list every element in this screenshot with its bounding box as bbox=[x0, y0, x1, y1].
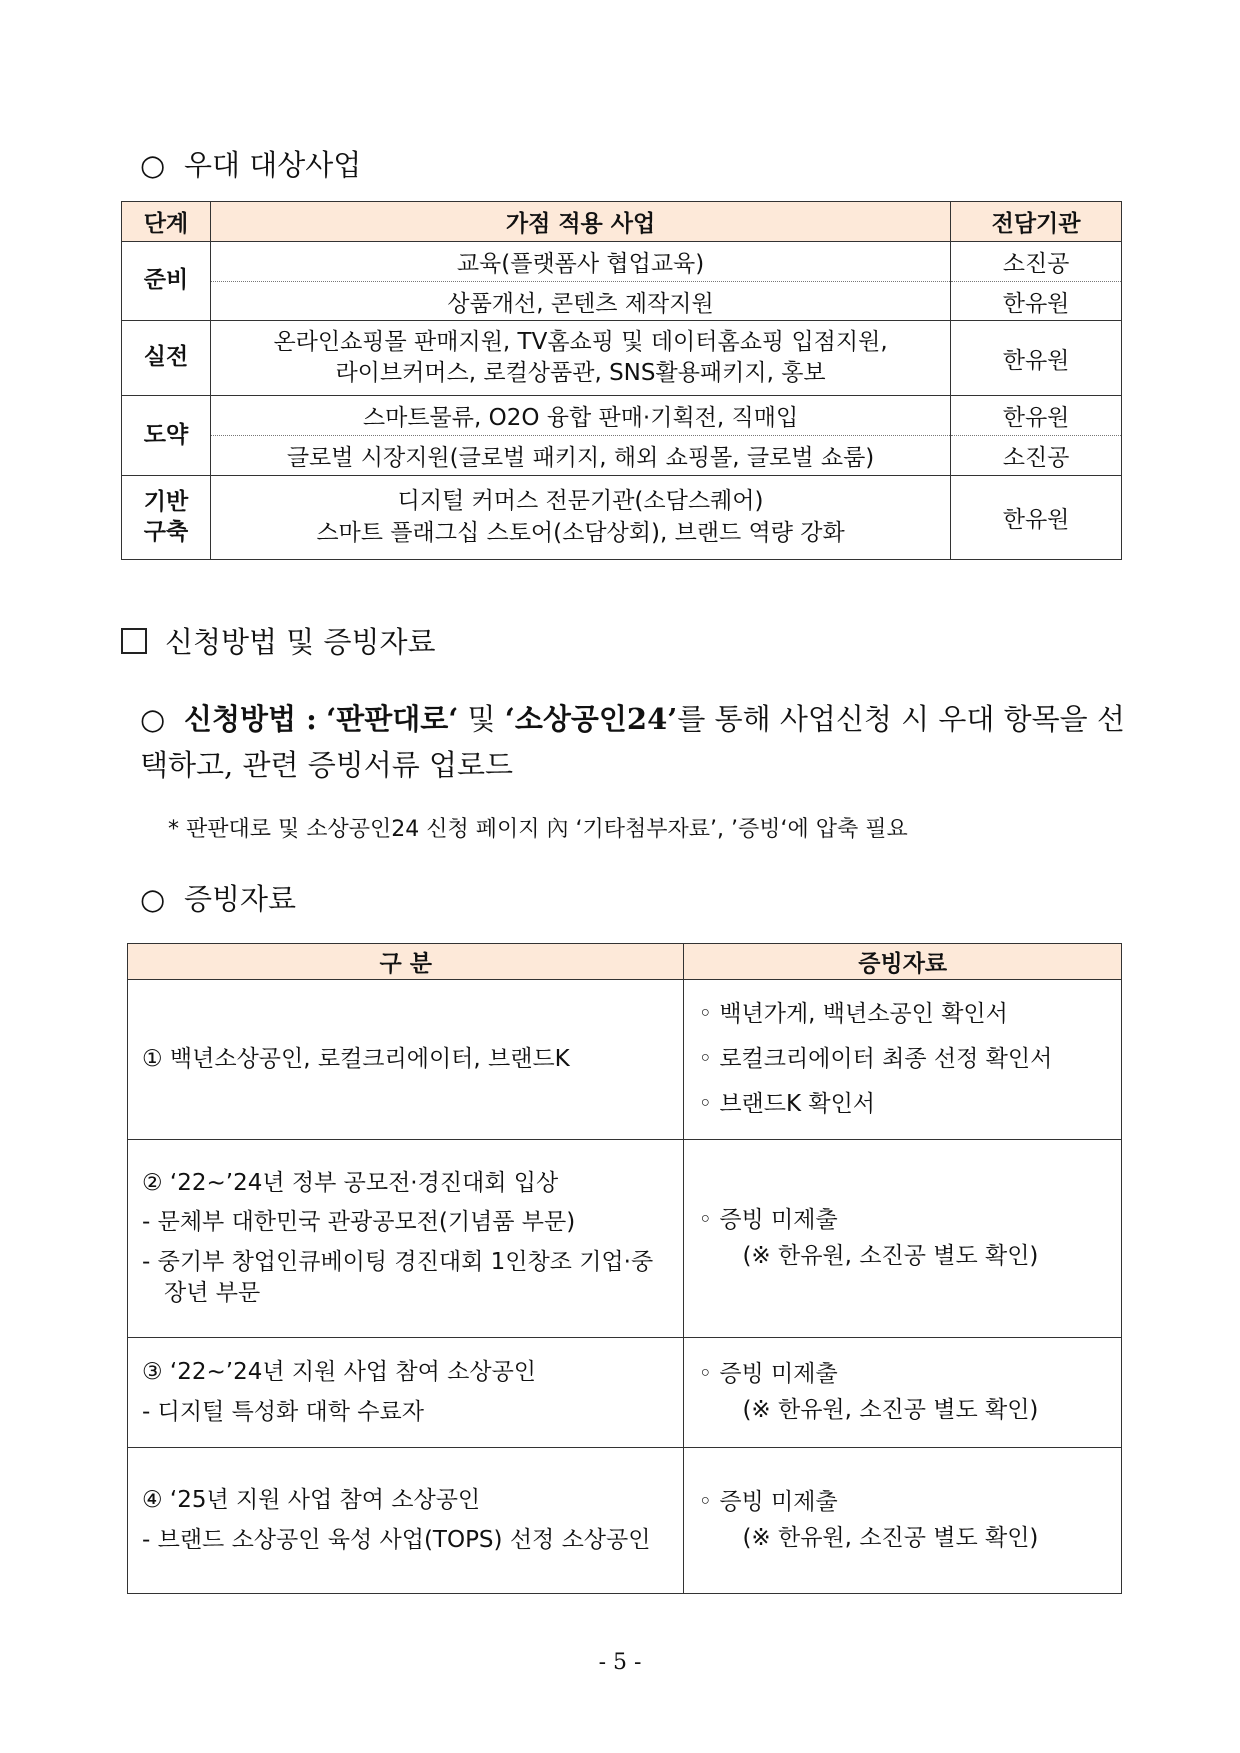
method-quote-2: ‘소상공인24’ bbox=[504, 702, 678, 736]
program-cell: 상품개선, 콘텐츠 제작지원 bbox=[210, 282, 950, 321]
table-row bbox=[122, 436, 1122, 476]
footnote: * 판판대로 및 소상공인24 신청 페이지 內 ‘기타첨부자료’, ’증빙‘에 압축 필요 bbox=[168, 817, 908, 842]
category-sub: - 문체부 대한민국 관광공모전(기념품 부문) bbox=[142, 1209, 576, 1236]
stage-cell: 준비 bbox=[122, 242, 211, 321]
stage-cell: 실전 bbox=[122, 321, 211, 396]
table-row bbox=[122, 242, 1122, 282]
program-cell: 글로벌 시장지원(글로벌 패키지, 해외 쇼핑몰, 글로벌 쇼룸) bbox=[210, 436, 950, 476]
header-program: 가점 적용 사업 bbox=[210, 202, 950, 242]
program-line: 온라인쇼핑몰 판매지원, TV홈쇼핑 및 데이터홈쇼핑 입점지원, bbox=[273, 328, 888, 355]
table-row bbox=[128, 980, 1122, 1140]
table-row bbox=[128, 1338, 1122, 1448]
category-title: ③ ‘22~’24년 지원 사업 참여 소상공인 bbox=[142, 1359, 536, 1386]
evidence-cell bbox=[684, 1140, 1122, 1338]
agency-cell: 한유원 bbox=[951, 476, 1122, 560]
stage-cell bbox=[122, 476, 211, 560]
category-sub: - 디지털 특성화 대학 수료자 bbox=[142, 1398, 424, 1425]
section-heading-preferred-programs bbox=[140, 143, 361, 184]
program-cell: 교육(플랫폼사 협업교육) bbox=[210, 242, 950, 282]
category-title: ④ ‘25년 지원 사업 참여 소상공인 bbox=[142, 1487, 481, 1514]
application-method-paragraph bbox=[140, 696, 1130, 789]
evidence-cell bbox=[684, 980, 1122, 1140]
preferred-programs-table bbox=[121, 201, 1122, 560]
agency-cell: 한유원 bbox=[951, 321, 1122, 396]
table-row bbox=[122, 396, 1122, 436]
agency-cell: 소진공 bbox=[951, 436, 1122, 476]
evidence-note: (※ 한유원, 소진공 별도 확인) bbox=[742, 1242, 1039, 1269]
category-cell bbox=[128, 1140, 684, 1338]
program-cell bbox=[210, 476, 950, 560]
checkbox-square-icon bbox=[121, 628, 147, 654]
header-stage: 단계 bbox=[122, 202, 211, 242]
evidence-note: (※ 한유원, 소진공 별도 확인) bbox=[742, 1396, 1039, 1423]
stage-cell: 도약 bbox=[122, 396, 211, 476]
section-heading-application bbox=[121, 620, 436, 661]
method-and: 및 bbox=[458, 702, 505, 736]
method-rest: 를 통해 사업신청 시 우대 항목을 선택하고, 관련 증빙서류 업로드 bbox=[140, 702, 1125, 783]
category-cell bbox=[128, 1338, 684, 1448]
evidence-item: ◦ 브랜드K 확인서 bbox=[698, 1091, 876, 1118]
section-title: 증빙자료 bbox=[184, 882, 297, 916]
evidence-item: ◦ 백년가게, 백년소공인 확인서 bbox=[698, 1000, 1008, 1027]
table-row bbox=[128, 1140, 1122, 1338]
category-title: ① 백년소상공인, 로컬크리에이터, 브랜드K bbox=[142, 1045, 570, 1072]
evidence-item: ◦ 증빙 미제출 bbox=[698, 1489, 838, 1516]
header-agency: 전담기관 bbox=[951, 202, 1122, 242]
section-heading-evidence bbox=[140, 877, 296, 918]
agency-cell: 한유원 bbox=[951, 282, 1122, 321]
table-row bbox=[128, 1448, 1122, 1594]
table-header-row bbox=[128, 944, 1122, 980]
header-category: 구 분 bbox=[128, 944, 684, 980]
circle-bullet-icon: ○ bbox=[140, 148, 166, 182]
method-label: 신청방법 : bbox=[184, 702, 317, 736]
circle-bullet-icon: ○ bbox=[140, 882, 166, 916]
program-line: 스마트 플래그십 스토어(소담상회), 브랜드 역량 강화 bbox=[316, 519, 845, 546]
program-line: 디지털 커머스 전문기관(소담스퀘어) bbox=[397, 488, 764, 515]
evidence-table bbox=[127, 943, 1122, 1594]
header-evidence: 증빙자료 bbox=[684, 944, 1122, 980]
evidence-item: ◦ 증빙 미제출 bbox=[698, 1207, 838, 1234]
category-title: ② ‘22~’24년 정부 공모전·경진대회 입상 bbox=[142, 1170, 559, 1197]
category-sub: - 브랜드 소상공인 육성 사업(TOPS) 선정 소상공인 bbox=[142, 1526, 651, 1553]
evidence-note: (※ 한유원, 소진공 별도 확인) bbox=[742, 1524, 1039, 1551]
evidence-cell bbox=[684, 1338, 1122, 1448]
category-cell bbox=[128, 1448, 684, 1594]
program-line: 라이브커머스, 로컬상품관, SNS활용패키지, 홍보 bbox=[335, 360, 826, 386]
category-sub: - 중기부 창업인큐베이팅 경진대회 1인창조 기업·중장년 부문 bbox=[142, 1248, 654, 1306]
circle-bullet-icon: ○ bbox=[140, 702, 166, 736]
stage-line: 구축 bbox=[143, 518, 189, 545]
table-header-row bbox=[122, 202, 1122, 242]
section-title: 신청방법 및 증빙자료 bbox=[165, 625, 436, 659]
method-quote-1: ‘판판대로‘ bbox=[326, 702, 459, 736]
evidence-cell bbox=[684, 1448, 1122, 1594]
agency-cell: 한유원 bbox=[951, 396, 1122, 436]
table-row bbox=[122, 476, 1122, 560]
agency-cell: 소진공 bbox=[951, 242, 1122, 282]
program-cell bbox=[210, 321, 950, 396]
category-cell bbox=[128, 980, 684, 1140]
evidence-item: ◦ 로컬크리에이터 최종 선정 확인서 bbox=[698, 1045, 1053, 1072]
page-number: - 5 - bbox=[598, 1650, 642, 1675]
program-cell: 스마트물류, O2O 융합 판매·기획전, 직매입 bbox=[210, 396, 950, 436]
table-row bbox=[122, 282, 1122, 321]
stage-line: 기반 bbox=[143, 488, 189, 515]
section-title: 우대 대상사업 bbox=[184, 148, 362, 182]
table-row bbox=[122, 321, 1122, 396]
evidence-item: ◦ 증빙 미제출 bbox=[698, 1361, 838, 1388]
